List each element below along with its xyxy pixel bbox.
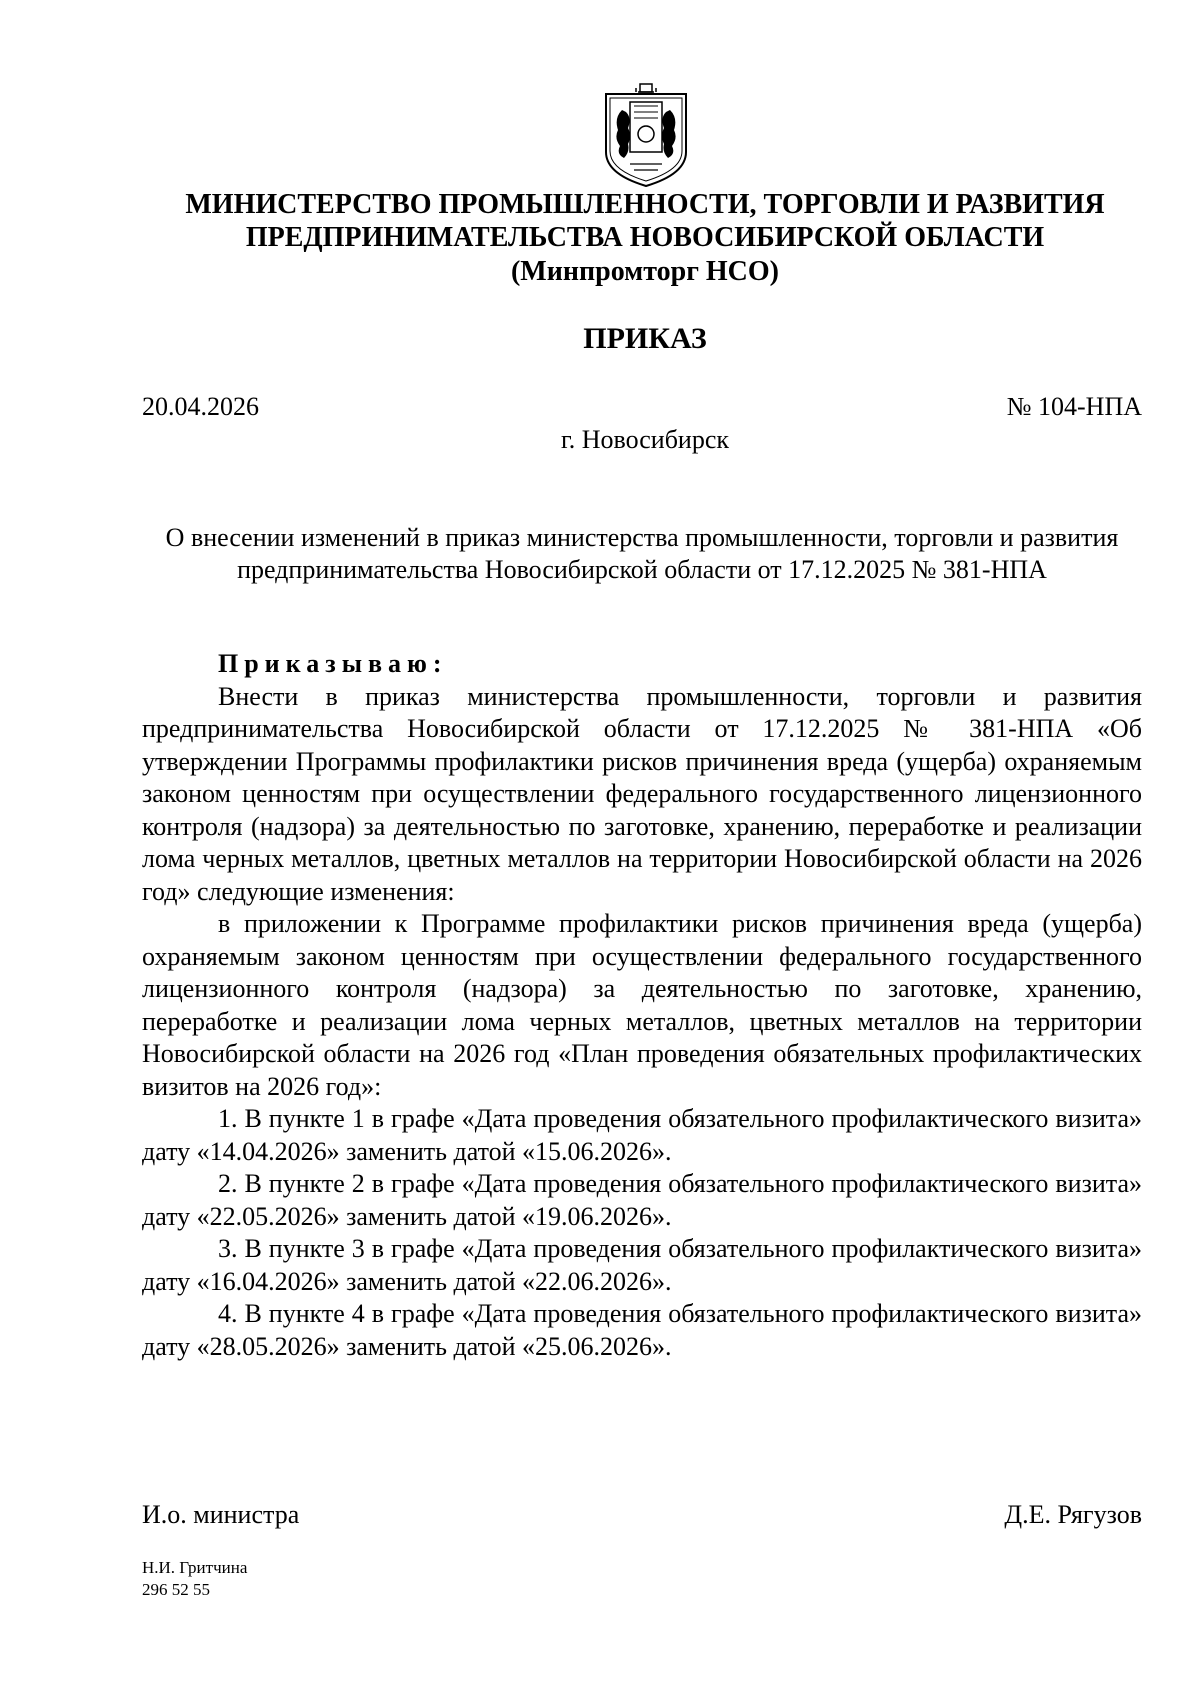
document-subject: О внесении изменений в приказ министерства промышленности, торговли и развития предпринимательства Новосибирской области от 17.12.2025 № 381-НПА	[165, 523, 1119, 584]
body-paragraph: 2. В пункте 2 в графе «Дата проведения обязательного профилактического визита» дату «22.05.2026» заменить датой «19.06.2026».	[142, 1169, 1142, 1231]
executor-block	[142, 1557, 247, 1601]
document-number: № 104-НПА	[1006, 392, 1142, 421]
body-paragraph: 3. В пункте 3 в графе «Дата проведения обязательного профилактического визита» дату «16.04.2026» заменить датой «22.06.2026».	[142, 1234, 1142, 1296]
body-paragraph: Внести в приказ министерства промышленности, торговли и развития предпринимательства Новосибирской области от 17.12.2025 № 381-НПА «Об утверждении Программы профилактики рисков причинения вреда (ущерба) охраняемым законом ценностям при осуществлении федерального государственного лицензионного контроля (надзора) за деятельностью по заготовке, хранению, переработке и реализации лома черных металлов, цветных металлов на территории Новосибирской области на 2026 год» следующие изменения:	[142, 681, 1142, 906]
signatory-role: И.о. министра	[142, 1500, 300, 1529]
body-paragraph: в приложении к Программе профилактики рисков причинения вреда (ущерба) охраняемым законом ценностям при осуществлении федерального государственного лицензионного контроля (надзора) за деятельностью по заготовке, хранению, переработке и реализации лома черных металлов, цветных металлов на территории Новосибирской области на 2026 год «План проведения обязательных профилактических визитов на 2026 год»:	[142, 909, 1142, 1101]
coat-of-arms-icon	[600, 82, 692, 190]
signatory-name: Д.Е. Рягузов	[1004, 1500, 1142, 1529]
document-city: г. Новосибирск	[560, 425, 730, 454]
executor-phone: 296 52 55	[142, 1580, 210, 1599]
order-word: Приказываю:	[218, 649, 448, 678]
document-body	[142, 648, 1142, 1363]
document-type-title: ПРИКАЗ	[583, 322, 707, 355]
executor-name: Н.И. Гритчина	[142, 1558, 248, 1577]
document-date: 20.04.2026	[142, 392, 259, 421]
organization-name-line2: ПРЕДПРИНИМАТЕЛЬСТВА НОВОСИБИРСКОЙ ОБЛАСТИ	[245, 222, 1045, 253]
organization-short-name: (Минпромторг НСО)	[510, 256, 780, 287]
organization-name-line1: МИНИСТЕРСТВО ПРОМЫШЛЕННОСТИ, ТОРГОВЛИ И РАЗВИТИЯ	[185, 189, 1105, 220]
body-paragraph: 1. В пункте 1 в графе «Дата проведения обязательного профилактического визита» дату «14.04.2026» заменить датой «15.06.2026».	[142, 1104, 1142, 1166]
body-paragraph: 4. В пункте 4 в графе «Дата проведения обязательного профилактического визита» дату «28.05.2026» заменить датой «25.06.2026».	[142, 1299, 1142, 1361]
